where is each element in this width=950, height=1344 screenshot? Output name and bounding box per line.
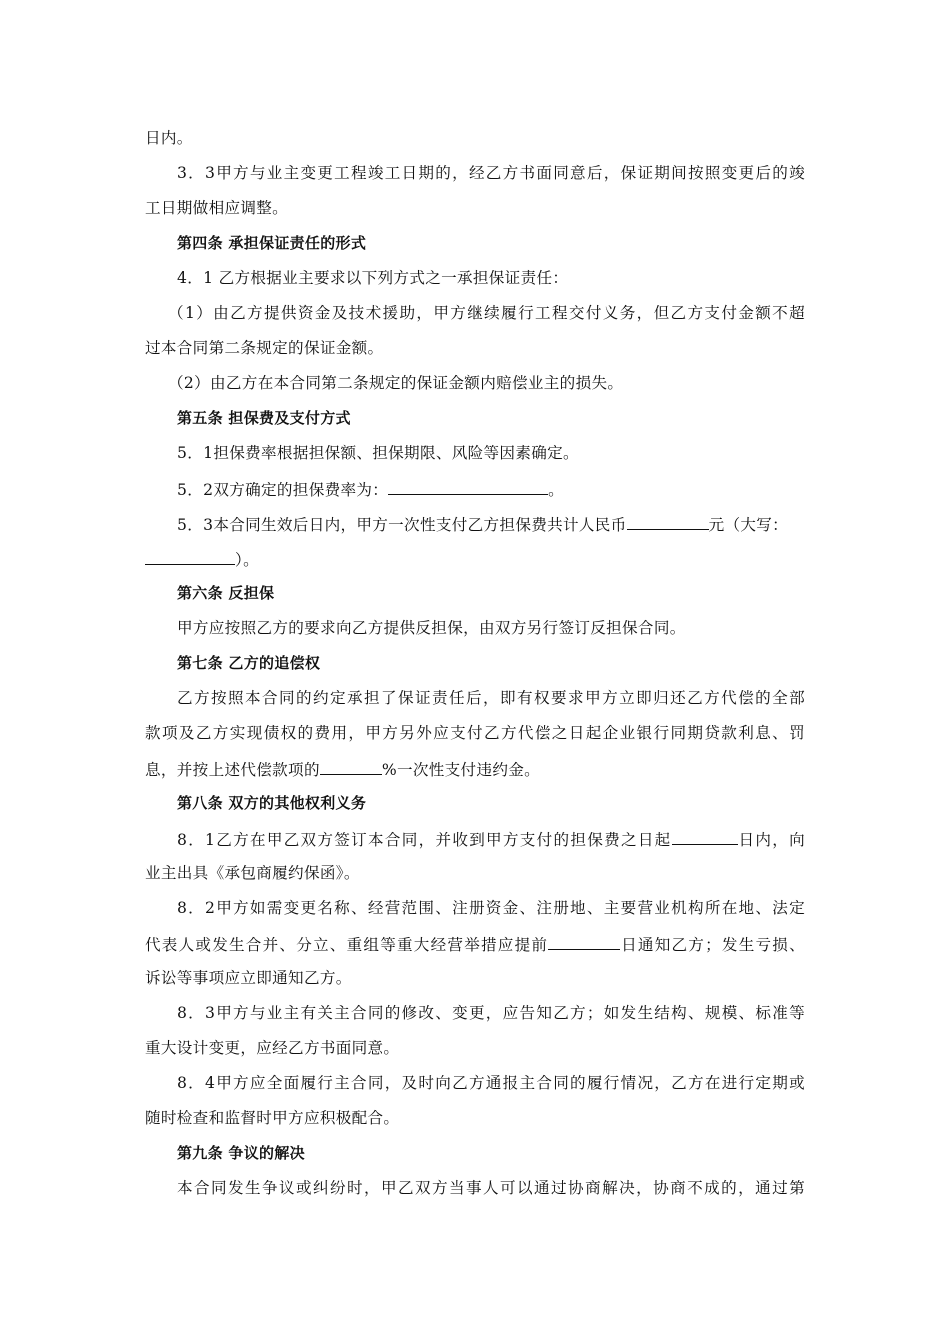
paragraph-line: 日内。 [145,129,193,147]
item-1-line-2: 过本合同第二条规定的保证金额。 [145,339,384,357]
days-blank-8-1[interactable] [672,828,738,845]
clause-5-3-line-1 [177,513,788,535]
clause-8-3-line-2: 重大设计变更，应经乙方书面同意。 [145,1039,400,1057]
clause-8-1-end: 日内，向 [737,831,805,849]
clause-3-3-line-1: 3．3甲方与业主变更工程竣工日期的，经乙方书面同意后，保证期间按照变更后的竣 [177,164,805,182]
article-9-heading: 第九条 争议的解决 [177,1144,305,1162]
clause-8-2-text-2: 日通知乙方；发生亏损、 [620,936,805,954]
article-8-heading: 第八条 双方的其他权利义务 [177,794,367,812]
item-1-line-1: （1）由乙方提供资金及技术援助，甲方继续履行工程交付义务，但乙方支付金额不超 [168,304,805,322]
clause-8-1-line-2: 业主出具《承包商履约保函》。 [145,864,360,882]
clause-8-2-text: 代表人或发生合并、分立、重组等重大经营举措应提前 [145,936,549,954]
article-7-line-3 [145,758,540,780]
days-blank-8-2[interactable] [548,933,620,950]
item-2: （2）由乙方在本合同第二条规定的保证金额内赔偿业主的损失。 [168,374,624,392]
article-7-line-2: 款项及乙方实现债权的费用，甲方另外应支付乙方代偿之日起企业银行同期贷款利息、罚 [145,724,805,742]
clause-5-3-line-2 [145,548,259,570]
clause-5-3-text: 5．3本合同生效后日内，甲方一次性支付乙方担保费共计人民币 [177,516,627,534]
article-7-line-3-text: 息，并按上述代偿款项的 [145,761,320,779]
fee-amount-blank[interactable] [627,513,709,530]
clause-5-1: 5．1担保费率根据担保额、担保期限、风险等因素确定。 [177,444,579,462]
clause-8-2-line-1: 8．2甲方如需变更名称、经营范围、注册资金、注册地、主要营业机构所在地、法定 [177,899,805,917]
article-6-text: 甲方应按照乙方的要求向乙方提供反担保，由双方另行签订反担保合同。 [177,619,686,637]
clause-8-3-line-1: 8．3甲方与业主有关主合同的修改、变更，应告知乙方；如发生结构、规模、标准等 [177,1004,805,1022]
article-7-heading: 第七条 乙方的追偿权 [177,654,321,672]
clause-4-1: 4．1 乙方根据业主要求以下列方式之一承担保证责任： [177,269,569,287]
penalty-percent-blank[interactable] [320,758,382,775]
article-7-line-3-end: %一次性支付违约金。 [381,761,541,779]
article-4-heading: 第四条 承担保证责任的形式 [177,234,367,252]
article-6-heading: 第六条 反担保 [177,584,275,602]
clause-8-4-line-1: 8．4甲方应全面履行主合同，及时向乙方通报主合同的履行情况，乙方在进行定期或 [177,1074,805,1092]
article-7-line-1: 乙方按照本合同的约定承担了保证责任后，即有权要求甲方立即归还乙方代偿的全部 [177,689,805,707]
clause-5-2-text: 5．2双方确定的担保费率为： [177,481,389,499]
clause-8-2-line-2 [145,933,805,955]
clause-5-3-end: ）。 [235,551,259,569]
clause-3-3-line-2: 工日期做相应调整。 [145,199,289,217]
clause-8-1-text: 8．1乙方在甲乙双方签订本合同，并收到甲方支付的担保费之日起 [177,831,672,849]
clause-8-2-line-3: 诉讼等事项应立即通知乙方。 [145,969,352,987]
fee-rate-blank[interactable] [388,478,548,495]
article-9-line-1: 本合同发生争议或纠纷时，甲乙双方当事人可以通过协商解决，协商不成的，通过第 [177,1179,805,1197]
clause-5-2 [177,478,564,500]
clause-5-3-text-2: 元（大写： [708,516,789,534]
fee-amount-words-blank[interactable] [145,548,235,565]
clause-8-4-line-2: 随时检查和监督时甲方应积极配合。 [145,1109,400,1127]
clause-5-2-end: 。 [548,481,565,499]
clause-8-1-line-1 [177,828,805,850]
article-5-heading: 第五条 担保费及支付方式 [177,409,351,427]
